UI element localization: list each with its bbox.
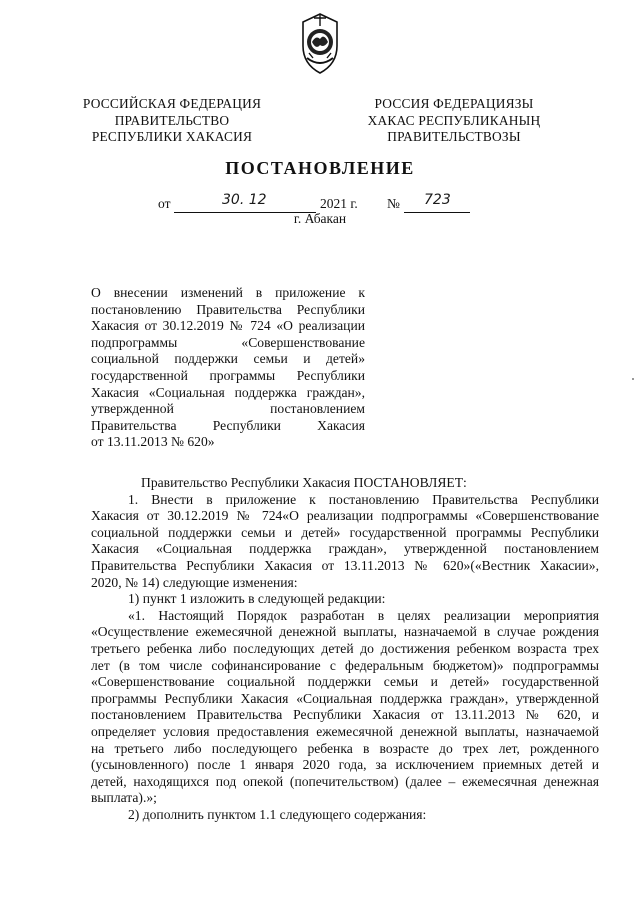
body-line: «Совершенствование социальной поддержки семьи и детей» государственной [91,674,599,690]
subject-line: постановлению Правительства Республики [91,301,365,317]
body-line: 1) пункт 1 изложить в следующей редакции: [128,591,386,607]
body-line: социальной поддержки семьи и детей» государственной программы Республики [91,524,599,540]
subject-line: от 13.11.2013 № 620» [91,434,215,450]
body-line: программы Республики Хакасия «Социальная поддержка граждан», утвержденной [91,690,599,706]
date-year: 2021 г. [320,196,358,211]
city-label: г. Абакан [293,211,347,226]
body-preamble: Правительство Республики Хакасия ПОСТАНОВЛЯЕТ: [141,475,467,490]
subject-block [91,285,365,451]
body-line: определяет условия предоставления ежемесячной денежной выплаты, назначаемой [91,723,599,739]
body-line: Правительства Республики Хакасия от 13.11.2013 № 620»(«Вестник Хакасии», [91,557,599,573]
scan-speck [632,378,634,380]
body-line: Хакасия «Социальная поддержка граждан», утвержденной постановлением [91,541,599,557]
body-line: «Осуществление ежемесячной денежной выплаты, назначаемой в случае рождения [91,624,599,640]
header-left-line: РЕСПУБЛИКИ ХАКАСИЯ [91,129,253,144]
header-right-line: ХАКАС РЕСПУБЛИКАНЫҢ [367,112,541,128]
body-line: лет (в том числе софинансирование с федеральным бюджетом)» подпрограммы [91,657,599,673]
body-line: третьего ребенка либо последующих детей до достижения ребенком возраста трех [91,640,599,656]
subject-line: социальной поддержки семьи и детей» [91,351,365,367]
subject-line: Хакасия от 30.12.2019 № 724 «О реализации [91,318,365,334]
subject-line: О внесении изменений в приложение к [91,285,365,300]
document-title: ПОСТАНОВЛЕНИЕ [225,158,415,178]
header-right-line: РОССИЯ ФЕДЕРАЦИЯЗЫ [374,96,534,111]
number-handwritten: 723 [424,192,451,208]
subject-line: государственной программы Республики [91,367,365,383]
number-label: № [387,196,400,211]
subject-line: Правительства Республики Хакасия [91,417,365,433]
body-line: «1. Настоящий Порядок разработан в целях реализации мероприятия [128,607,599,623]
header-left-ru [72,96,272,146]
date-from-label: от [158,196,171,211]
body-line: постановлением Правительства Республики Хакасия от 13.11.2013 № 620, и [91,707,599,723]
header-left-line: ПРАВИТЕЛЬСТВО [114,112,230,128]
body-line: выплата).»; [91,790,157,806]
date-handwritten: 30. 12 [222,192,267,208]
subject-line: подпрограммы «Совершенствование [91,334,365,350]
header-right-khakas [354,96,554,146]
body-line: детей, находящихся под опекой (попечительством) (далее – ежемесячная денежная [91,773,599,789]
header-left-line: РОССИЙСКАЯ ФЕДЕРАЦИЯ [82,96,262,111]
coat-of-arms-icon [297,12,343,76]
body-line: (усыновленного) после 1 января 2020 года, за исключением приемных детей и [91,757,599,773]
subject-line: Хакасия «Социальная поддержка граждан», [91,384,365,400]
body-line: 2) дополнить пунктом 1.1 следующего содержания: [128,806,427,822]
body-line: на третьего либо последующего ребенка в возрасте до трех лет, рожденного [91,740,599,756]
body-line: 2020, № 14) следующие изменения: [91,574,298,590]
body-line: Хакасия от 30.12.2019 № 724«О реализации подпрограммы «Совершенствование [91,508,599,524]
body-line: 1. Внести в приложение к постановлению Правительства Республики [128,491,599,507]
document-body [91,475,599,823]
subject-line: утвержденной постановлением [91,401,365,417]
header-right-line: ПРАВИТЕЛЬСТВОЗЫ [387,129,521,144]
